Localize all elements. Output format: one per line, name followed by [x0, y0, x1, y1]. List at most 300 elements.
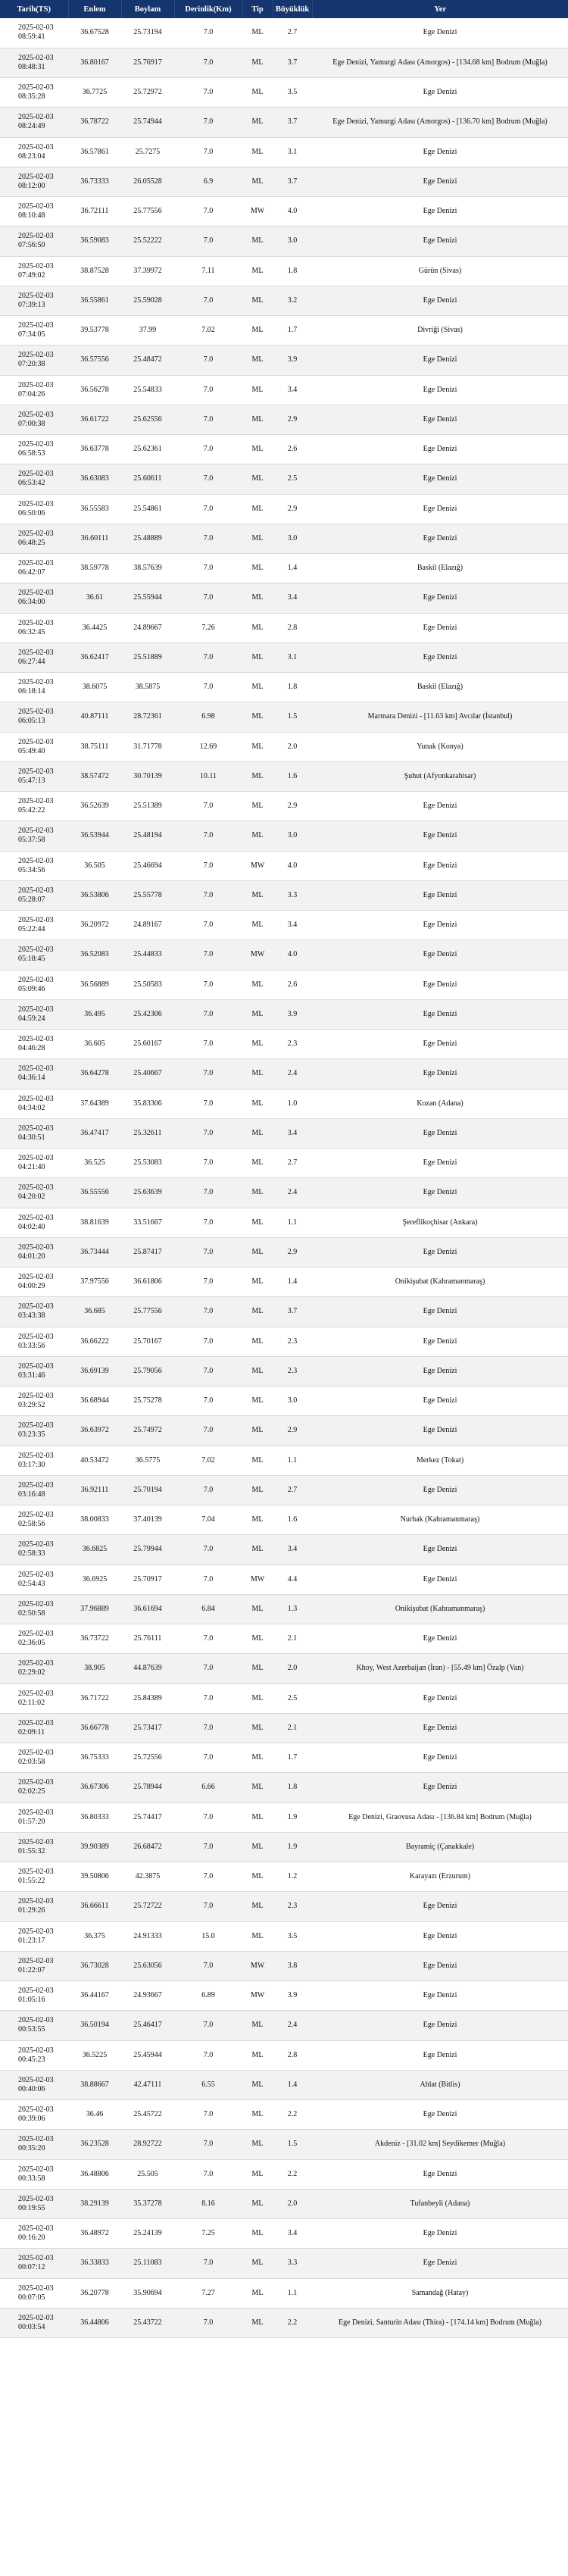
- cell-magnitude: 1.1: [287, 1218, 298, 1227]
- cell-magnitude: 2.0: [287, 742, 298, 751]
- cell-type: ML: [251, 742, 264, 751]
- header-depth[interactable]: Derinlik(Km): [174, 0, 242, 18]
- cell-depth: 7.0: [203, 147, 214, 156]
- table-row[interactable]: [0, 1832, 568, 1862]
- cell-location: Baskil (Elazığ): [417, 683, 463, 692]
- cell-location: Kozan (Adana): [417, 1099, 463, 1108]
- cell-depth: 7.0: [203, 1961, 214, 1970]
- table-row[interactable]: [0, 1565, 568, 1594]
- table-row[interactable]: [0, 1594, 568, 1624]
- cell-longitude: 42.47111: [133, 2080, 162, 2089]
- table-row[interactable]: [0, 464, 568, 494]
- cell-type: ML: [251, 2288, 264, 2297]
- cell-date: 2025-02-03 05:22:44: [18, 916, 54, 934]
- cell-type: ML: [251, 1218, 264, 1227]
- table-row[interactable]: [0, 435, 568, 464]
- cell-magnitude: 1.4: [287, 1277, 298, 1286]
- cell-date: 2025-02-03 00:39:06: [18, 2106, 54, 2124]
- cell-depth: 7.0: [203, 474, 214, 483]
- cell-latitude: 36.23528: [80, 2140, 109, 2149]
- cell-magnitude: 2.2: [287, 2318, 298, 2327]
- table-row[interactable]: [0, 554, 568, 583]
- table-row[interactable]: [0, 1683, 568, 1713]
- cell-depth: 6.84: [201, 1604, 215, 1613]
- cell-type: MW: [250, 1991, 265, 2000]
- cell-depth: 6.55: [201, 2080, 215, 2089]
- cell-location: Ege Denizi: [423, 1545, 457, 1554]
- cell-depth: 7.0: [203, 355, 214, 364]
- cell-longitude: 25.40667: [133, 1069, 162, 1078]
- cell-depth: 7.0: [203, 593, 214, 602]
- cell-location: Ege Denizi: [423, 2229, 457, 2238]
- table-row[interactable]: [0, 1208, 568, 1237]
- cell-depth: 7.27: [201, 2288, 215, 2297]
- table-row[interactable]: [0, 2130, 568, 2159]
- table-row[interactable]: [0, 1030, 568, 1059]
- table-row[interactable]: [0, 1089, 568, 1118]
- cell-latitude: 36.63083: [80, 474, 109, 483]
- cell-location: Marmara Denizi - [11.63 km] Avcılar (İstanbul): [367, 712, 513, 721]
- cell-location: Karayazı (Erzurum): [409, 1872, 471, 1881]
- table-row[interactable]: [0, 1268, 568, 1297]
- cell-location: Ege Denizi: [423, 950, 457, 959]
- cell-type: ML: [251, 1842, 264, 1851]
- cell-magnitude: 2.7: [287, 28, 298, 37]
- cell-date: 2025-02-03 04:59:24: [18, 1005, 54, 1023]
- table-row[interactable]: [0, 1892, 568, 1921]
- cell-location: Ege Denizi, Santurin Adası (Thira) - [174.14 km] Bodrum (Muğla): [339, 2318, 541, 2327]
- cell-date: 2025-02-03 03:23:35: [18, 1421, 54, 1440]
- table-row[interactable]: [0, 1505, 568, 1535]
- table-row[interactable]: [0, 1773, 568, 1802]
- cell-type: ML: [251, 2318, 264, 2327]
- cell-location: Ege Denizi: [423, 355, 457, 364]
- cell-latitude: 36.605: [84, 1039, 105, 1049]
- table-row[interactable]: [0, 524, 568, 553]
- cell-latitude: 36.53806: [80, 890, 109, 899]
- cell-date: 2025-02-03 03:29:52: [18, 1392, 54, 1410]
- table-row[interactable]: [0, 1475, 568, 1505]
- cell-magnitude: 2.5: [287, 474, 298, 483]
- cell-location: Ege Denizi: [423, 2050, 457, 2059]
- header-longitude[interactable]: Boylam: [121, 0, 174, 18]
- cell-latitude: 39.50806: [80, 1872, 109, 1881]
- cell-latitude: 38.6075: [82, 683, 108, 692]
- table-row[interactable]: [0, 1386, 568, 1416]
- cell-longitude: 35.37278: [133, 2199, 162, 2208]
- cell-location: Nurhak (Kahramanmaraş): [400, 1515, 480, 1524]
- cell-latitude: 36.20778: [80, 2288, 109, 2297]
- table-row[interactable]: [0, 494, 568, 524]
- cell-magnitude: 3.5: [287, 88, 298, 97]
- cell-longitude: 25.74972: [133, 1426, 162, 1435]
- table-row[interactable]: [0, 702, 568, 732]
- cell-date: 2025-02-03 00:40:06: [18, 2075, 54, 2093]
- cell-type: MW: [250, 861, 265, 870]
- table-row[interactable]: [0, 1981, 568, 2011]
- table-row[interactable]: [0, 2308, 568, 2337]
- cell-date: 2025-02-03 07:20:38: [18, 351, 54, 369]
- cell-longitude: 38.57639: [133, 564, 162, 573]
- table-row[interactable]: [0, 583, 568, 613]
- cell-location: Ege Denizi: [423, 1069, 457, 1078]
- cell-depth: 7.0: [203, 385, 214, 394]
- cell-depth: 7.0: [203, 1099, 214, 1108]
- header-latitude[interactable]: Enlem: [68, 0, 121, 18]
- cell-longitude: 42.3875: [135, 1872, 161, 1881]
- cell-magnitude: 2.9: [287, 414, 298, 424]
- cell-type: MW: [250, 207, 265, 216]
- table-row[interactable]: [0, 1237, 568, 1267]
- cell-location: Ege Denizi: [423, 1574, 457, 1583]
- cell-location: Ege Denizi: [423, 28, 457, 37]
- cell-location: Ege Denizi: [423, 1902, 457, 1911]
- table-row[interactable]: [0, 375, 568, 405]
- cell-location: Ege Denizi: [423, 921, 457, 930]
- cell-magnitude: 3.1: [287, 147, 298, 156]
- cell-latitude: 36.53944: [80, 831, 109, 840]
- cell-latitude: 38.75111: [80, 742, 109, 751]
- cell-magnitude: 1.7: [287, 326, 298, 335]
- cell-latitude: 39.90389: [80, 1842, 109, 1851]
- cell-depth: 7.0: [203, 2140, 214, 2149]
- cell-date: 2025-02-03 00:16:20: [18, 2224, 54, 2243]
- cell-longitude: 37.40139: [133, 1515, 162, 1524]
- cell-date: 2025-02-03 06:42:07: [18, 559, 54, 577]
- cell-magnitude: 3.9: [287, 1991, 298, 2000]
- cell-depth: 7.0: [203, 1336, 214, 1346]
- cell-type: ML: [251, 890, 264, 899]
- cell-date: 2025-02-03 00:33:58: [18, 2165, 54, 2183]
- table-row[interactable]: [0, 1446, 568, 1475]
- table-row[interactable]: [0, 1713, 568, 1743]
- cell-depth: 7.0: [203, 1218, 214, 1227]
- table-row[interactable]: [0, 2249, 568, 2278]
- cell-type: ML: [251, 683, 264, 692]
- cell-magnitude: 3.4: [287, 593, 298, 602]
- cell-longitude: 30.70139: [133, 771, 162, 780]
- cell-type: ML: [251, 2080, 264, 2089]
- table-row[interactable]: [0, 2070, 568, 2099]
- cell-date: 2025-02-03 08:23:04: [18, 142, 54, 161]
- cell-magnitude: 4.0: [287, 861, 298, 870]
- cell-depth: 7.0: [203, 1009, 214, 1018]
- cell-date: 2025-02-03 04:02:40: [18, 1213, 54, 1231]
- cell-date: 2025-02-03 01:05:16: [18, 1987, 54, 2005]
- cell-date: 2025-02-03 08:48:31: [18, 53, 54, 71]
- cell-type: ML: [251, 2169, 264, 2178]
- cell-longitude: 25.48472: [133, 355, 162, 364]
- cell-longitude: 25.505: [137, 2169, 158, 2178]
- cell-type: ML: [251, 1812, 264, 1821]
- table-row[interactable]: [0, 2278, 568, 2308]
- table-row[interactable]: [0, 1178, 568, 1208]
- cell-magnitude: 2.9: [287, 1426, 298, 1435]
- cell-depth: 7.26: [201, 623, 215, 632]
- cell-location: Şuhut (Afyonkarahisar): [404, 771, 476, 780]
- cell-depth: 7.02: [201, 1455, 215, 1465]
- cell-magnitude: 3.7: [287, 1307, 298, 1316]
- cell-latitude: 37.64389: [80, 1099, 109, 1108]
- cell-longitude: 25.7275: [135, 147, 161, 156]
- cell-magnitude: 1.7: [287, 1753, 298, 1762]
- cell-latitude: 36.50194: [80, 2021, 109, 2030]
- cell-type: ML: [251, 2050, 264, 2059]
- cell-magnitude: 1.4: [287, 2080, 298, 2089]
- cell-type: ML: [251, 1693, 264, 1702]
- cell-depth: 7.25: [201, 2229, 215, 2238]
- cell-magnitude: 2.6: [287, 445, 298, 454]
- cell-magnitude: 3.7: [287, 117, 298, 127]
- cell-depth: 7.0: [203, 1902, 214, 1911]
- table-row[interactable]: [0, 1743, 568, 1773]
- table-row[interactable]: [0, 227, 568, 256]
- cell-depth: 7.0: [203, 88, 214, 97]
- table-row[interactable]: [0, 1118, 568, 1148]
- table-row[interactable]: [0, 970, 568, 999]
- table-row[interactable]: [0, 2011, 568, 2040]
- cell-type: ML: [251, 1783, 264, 1792]
- cell-magnitude: 3.1: [287, 652, 298, 661]
- cell-date: 2025-02-03 05:37:58: [18, 827, 54, 845]
- table-row[interactable]: [0, 1921, 568, 1951]
- cell-date: 2025-02-03 08:12:00: [18, 172, 54, 190]
- cell-location: Ege Denizi: [423, 385, 457, 394]
- table-row[interactable]: [0, 316, 568, 345]
- cell-date: 2025-02-03 08:35:28: [18, 83, 54, 102]
- cell-latitude: 38.87528: [80, 266, 109, 275]
- cell-longitude: 25.44833: [133, 950, 162, 959]
- table-row[interactable]: [0, 1535, 568, 1565]
- cell-location: Onikişubat (Kahramanmaraş): [395, 1277, 485, 1286]
- cell-location: Ege Denizi: [423, 177, 457, 186]
- cell-date: 2025-02-03 01:57:20: [18, 1808, 54, 1826]
- table-row[interactable]: [0, 792, 568, 821]
- table-row[interactable]: [0, 2159, 568, 2189]
- cell-latitude: 36.525: [84, 1158, 105, 1168]
- cell-longitude: 25.70167: [133, 1336, 162, 1346]
- table-row[interactable]: [0, 2040, 568, 2070]
- cell-longitude: 25.77556: [133, 1307, 162, 1316]
- header-type[interactable]: Tip: [242, 0, 273, 18]
- cell-depth: 7.0: [203, 1426, 214, 1435]
- table-row[interactable]: [0, 880, 568, 910]
- cell-location: Ege Denizi: [423, 1634, 457, 1643]
- table-row[interactable]: [0, 1297, 568, 1327]
- cell-longitude: 35.83306: [133, 1099, 162, 1108]
- table-row[interactable]: [0, 911, 568, 940]
- cell-location: Ege Denizi: [423, 1783, 457, 1792]
- table-row[interactable]: [0, 48, 568, 77]
- cell-type: ML: [251, 1545, 264, 1554]
- cell-depth: 6.89: [201, 1991, 215, 2000]
- cell-date: 2025-02-03 07:00:38: [18, 410, 54, 428]
- cell-magnitude: 2.9: [287, 802, 298, 811]
- cell-longitude: 25.79944: [133, 1545, 162, 1554]
- table-row[interactable]: [0, 1862, 568, 1892]
- cell-longitude: 25.48194: [133, 831, 162, 840]
- cell-date: 2025-02-03 06:27:44: [18, 648, 54, 666]
- table-row[interactable]: [0, 999, 568, 1029]
- table-row[interactable]: [0, 2100, 568, 2130]
- cell-latitude: 36.67528: [80, 28, 109, 37]
- cell-date: 2025-02-03 05:42:22: [18, 797, 54, 815]
- table-row[interactable]: [0, 1059, 568, 1089]
- table-row[interactable]: [0, 78, 568, 108]
- cell-type: ML: [251, 1069, 264, 1078]
- cell-longitude: 25.77556: [133, 207, 162, 216]
- cell-latitude: 36.52083: [80, 950, 109, 959]
- header-magnitude[interactable]: Büyüklük: [273, 0, 312, 18]
- table-row[interactable]: [0, 2189, 568, 2218]
- table-row[interactable]: [0, 1624, 568, 1654]
- cell-depth: 7.0: [203, 1664, 214, 1673]
- cell-longitude: 25.42306: [133, 1009, 162, 1018]
- cell-date: 2025-02-03 04:46:28: [18, 1035, 54, 1053]
- cell-date: 2025-02-03 05:47:13: [18, 767, 54, 785]
- header-row: [0, 0, 568, 18]
- cell-date: 2025-02-03 02:36:05: [18, 1630, 54, 1648]
- cell-depth: 7.0: [203, 2110, 214, 2119]
- table-row[interactable]: [0, 1327, 568, 1356]
- cell-type: ML: [251, 1872, 264, 1881]
- cell-location: Ege Denizi: [423, 1247, 457, 1256]
- cell-type: ML: [251, 921, 264, 930]
- table-row[interactable]: [0, 1356, 568, 1386]
- cell-location: Ege Denizi: [423, 1991, 457, 2000]
- cell-depth: 7.0: [203, 2318, 214, 2327]
- cell-location: Ege Denizi: [423, 414, 457, 424]
- cell-longitude: 25.45944: [133, 2050, 162, 2059]
- cell-date: 2025-02-03 00:03:54: [18, 2313, 54, 2331]
- cell-magnitude: 1.2: [287, 1872, 298, 1881]
- cell-depth: 7.0: [203, 921, 214, 930]
- cell-latitude: 36.505: [84, 861, 105, 870]
- cell-depth: 7.04: [201, 1515, 215, 1524]
- cell-type: ML: [251, 1723, 264, 1732]
- cell-location: Gürün (Sivas): [418, 266, 462, 275]
- cell-type: MW: [250, 1574, 265, 1583]
- cell-magnitude: 3.9: [287, 355, 298, 364]
- table-row[interactable]: [0, 286, 568, 315]
- table-row[interactable]: [0, 1951, 568, 1980]
- cell-magnitude: 3.7: [287, 177, 298, 186]
- cell-type: ML: [251, 2199, 264, 2208]
- cell-longitude: 25.87417: [133, 1247, 162, 1256]
- cell-date: 2025-02-03 08:10:48: [18, 202, 54, 220]
- cell-date: 2025-02-03 08:24:49: [18, 113, 54, 131]
- cell-longitude: 25.32611: [133, 1128, 162, 1137]
- cell-longitude: 25.76917: [133, 58, 162, 67]
- cell-longitude: 25.72972: [133, 88, 162, 97]
- table-row[interactable]: [0, 256, 568, 286]
- cell-location: Ege Denizi: [423, 88, 457, 97]
- cell-location: Ege Denizi: [423, 504, 457, 513]
- cell-latitude: 36.685: [84, 1307, 105, 1316]
- table-row[interactable]: [0, 1149, 568, 1178]
- cell-depth: 7.0: [203, 890, 214, 899]
- table-row[interactable]: [0, 1802, 568, 1832]
- cell-latitude: 36.67306: [80, 1783, 109, 1792]
- cell-latitude: 36.71722: [80, 1693, 109, 1702]
- cell-latitude: 36.73333: [80, 177, 109, 186]
- cell-date: 2025-02-03 02:29:02: [18, 1659, 54, 1677]
- cell-latitude: 36.63778: [80, 445, 109, 454]
- cell-type: ML: [251, 2140, 264, 2149]
- cell-location: Ege Denizi: [423, 802, 457, 811]
- cell-location: Ege Denizi, Yamurgi Adası (Amorgos) - [134.68 km] Bodrum (Muğla): [332, 58, 548, 67]
- cell-longitude: 37.39972: [133, 266, 162, 275]
- cell-depth: 7.0: [203, 1842, 214, 1851]
- cell-location: Baskil (Elazığ): [417, 564, 463, 573]
- table-row[interactable]: [0, 642, 568, 672]
- table-row[interactable]: [0, 18, 568, 48]
- cell-depth: 8.16: [201, 2199, 215, 2208]
- cell-magnitude: 1.8: [287, 683, 298, 692]
- cell-magnitude: 2.8: [287, 2050, 298, 2059]
- cell-latitude: 36.63972: [80, 1426, 109, 1435]
- header-location[interactable]: Yer: [434, 5, 447, 14]
- table-row[interactable]: [0, 940, 568, 970]
- cell-type: ML: [251, 1931, 264, 1940]
- table-row[interactable]: [0, 613, 568, 642]
- cell-type: MW: [250, 950, 265, 959]
- cell-location: Ege Denizi: [423, 1485, 457, 1494]
- cell-depth: 6.9: [203, 177, 214, 186]
- table-row[interactable]: [0, 197, 568, 227]
- cell-date: 2025-02-03 06:58:53: [18, 440, 54, 458]
- table-row[interactable]: [0, 732, 568, 761]
- cell-magnitude: 1.9: [287, 1812, 298, 1821]
- cell-location: Ege Denizi: [423, 207, 457, 216]
- cell-magnitude: 2.1: [287, 1634, 298, 1643]
- table-row[interactable]: [0, 137, 568, 167]
- cell-depth: 7.0: [203, 1723, 214, 1732]
- table-row[interactable]: [0, 761, 568, 791]
- table-row[interactable]: [0, 851, 568, 880]
- table-row[interactable]: [0, 2219, 568, 2249]
- cell-date: 2025-02-03 04:30:51: [18, 1124, 54, 1142]
- table-row[interactable]: [0, 1654, 568, 1683]
- table-row[interactable]: [0, 405, 568, 434]
- cell-type: ML: [251, 771, 264, 780]
- table-row[interactable]: [0, 1416, 568, 1446]
- cell-type: ML: [251, 504, 264, 513]
- table-row[interactable]: [0, 345, 568, 375]
- table-row[interactable]: [0, 821, 568, 851]
- cell-longitude: 25.48889: [133, 533, 162, 542]
- cell-location: Ege Denizi: [423, 2259, 457, 2268]
- table-row[interactable]: [0, 108, 568, 137]
- cell-latitude: 37.96889: [80, 1604, 109, 1613]
- header-date[interactable]: Tarih(TS): [0, 0, 68, 18]
- cell-longitude: 25.76111: [133, 1634, 162, 1643]
- cell-location: Ege Denizi: [423, 1039, 457, 1049]
- cell-type: ML: [251, 980, 264, 989]
- cell-depth: 7.0: [203, 1574, 214, 1583]
- table-row[interactable]: [0, 167, 568, 196]
- table-row[interactable]: [0, 673, 568, 702]
- cell-latitude: 36.61722: [80, 414, 109, 424]
- table-header: [0, 0, 568, 18]
- cell-depth: 7.0: [203, 207, 214, 216]
- cell-magnitude: 2.2: [287, 2110, 298, 2119]
- cell-longitude: 25.60611: [133, 474, 162, 483]
- cell-magnitude: 2.7: [287, 1158, 298, 1168]
- cell-type: MW: [250, 1961, 265, 1970]
- cell-latitude: 36.66222: [80, 1336, 109, 1346]
- cell-date: 2025-02-03 07:49:02: [18, 261, 54, 280]
